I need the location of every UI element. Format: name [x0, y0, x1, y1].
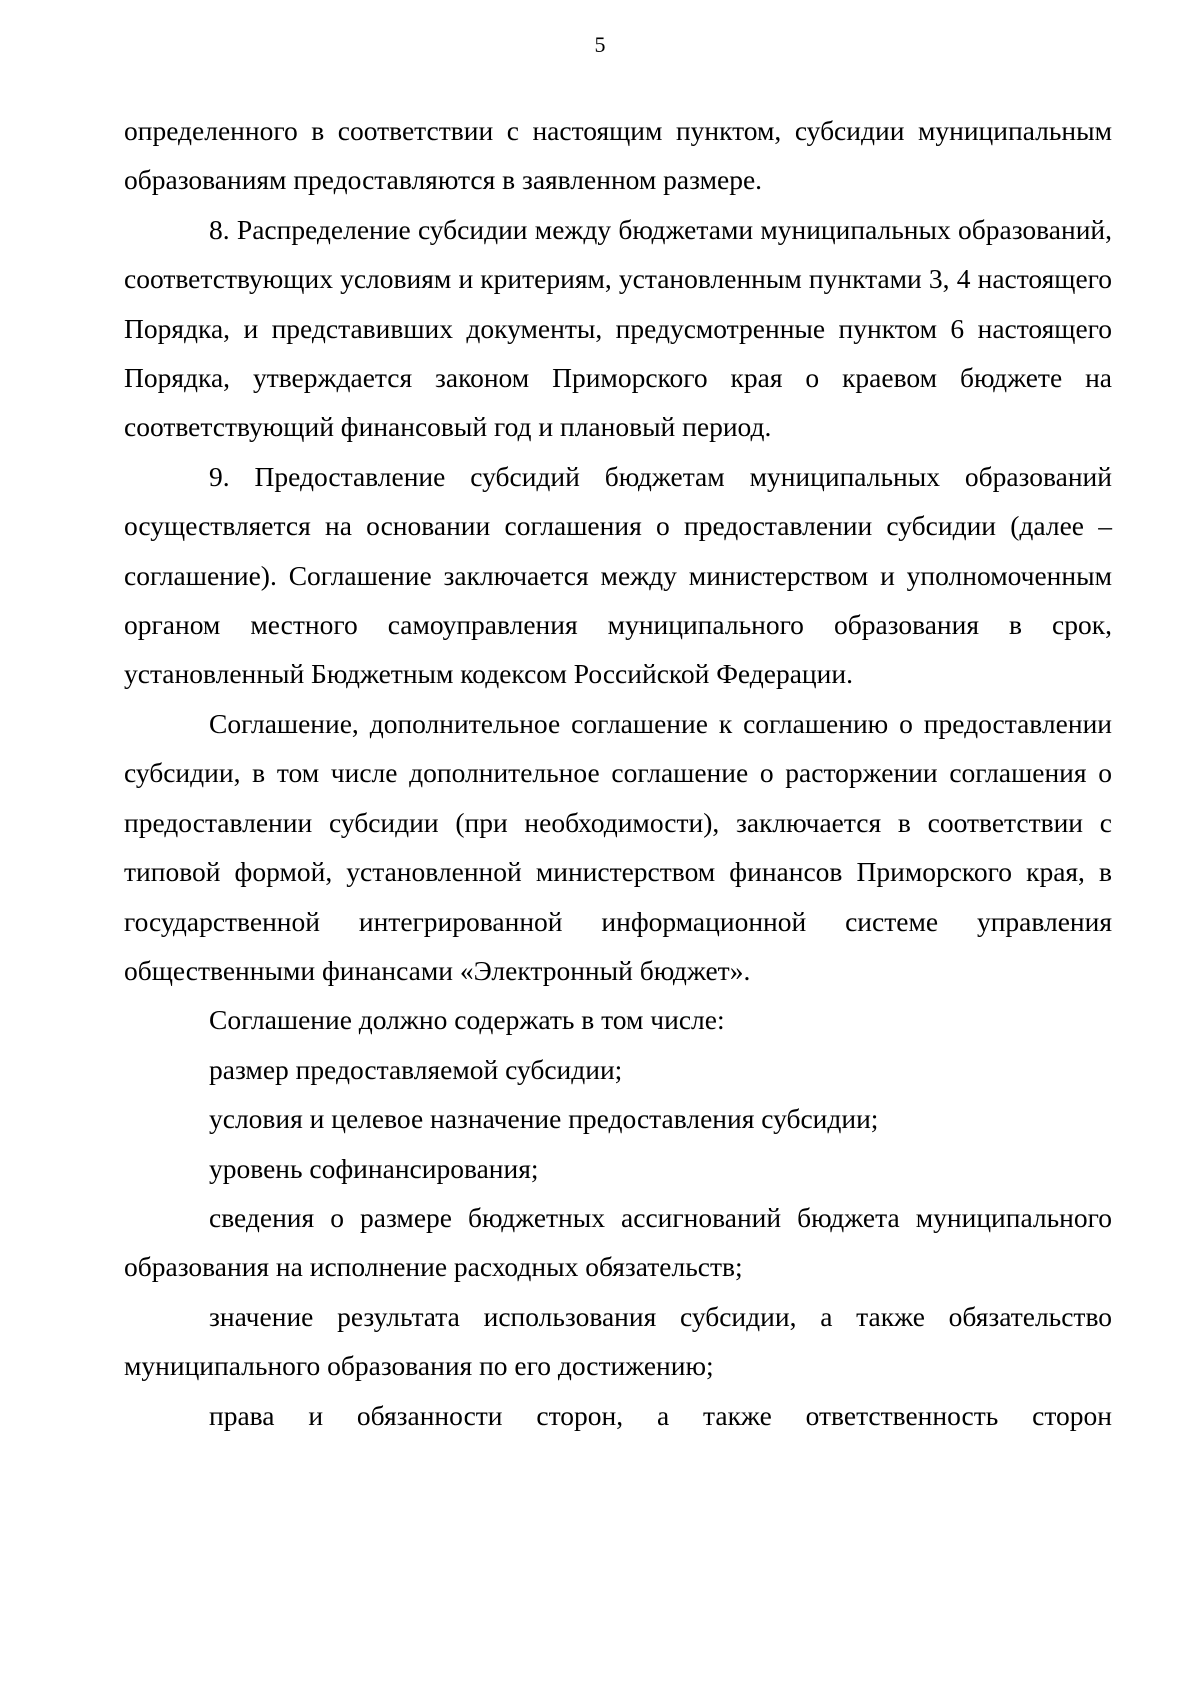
list-item-conditions: условия и целевое назначение предоставления субсидии;: [209, 1103, 879, 1135]
list-item-cofinancing-level: уровень софинансирования;: [209, 1152, 539, 1184]
paragraph-item-9: 9. Предоставление субсидий бюджетам муниципальных образований осуществляется на основании соглашения о предоставлении субсидии (далее – соглашение). Соглашение заключается между министерством и уполномоченным органом местного самоуправления муниципального образования в срок, установленный Бюджетным кодексом Российской Федерации.: [124, 460, 1112, 690]
paragraph-item-8: 8. Распределение субсидии между бюджетами муниципальных образований, соответствующих условиям и критериям, установленным пунктами 3, 4 настоящего Порядка, и представивших документы, предусмотренные пунктом 6 настоящего Порядка, утверждается законом Приморского края о краевом бюджете на соответствующий финансовый год и плановый период.: [124, 213, 1112, 443]
paragraph-agreement-form: Соглашение, дополнительное соглашение к соглашению о предоставлении субсидии, в том числе дополнительное соглашение о расторжении соглашения о предоставлении субсидии (при необходимости), заключается в соответствии с типовой формой, установленной министерством финансов Приморского края, в государственной интегрированной информационной системе управления общественными финансами «Электронный бюджет».: [124, 707, 1112, 986]
document-body: [124, 106, 1112, 1440]
paragraph-agreement-contents-intro: Соглашение должно содержать в том числе:: [209, 1004, 725, 1036]
list-item-result-value: значение результата использования субсидии, а также обязательство муниципального образования по его достижению;: [124, 1300, 1112, 1382]
list-item-budget-allocations: сведения о размере бюджетных ассигнований бюджета муниципального образования на исполнение расходных обязательств;: [124, 1201, 1112, 1283]
list-item-rights-obligations: права и обязанности сторон, а также ответственность сторон: [209, 1399, 1112, 1431]
list-item-subsidy-size: размер предоставляемой субсидии;: [209, 1053, 623, 1085]
paragraph-continuation: определенного в соответствии с настоящим пунктом, субсидии муниципальным образованиям предоставляются в заявленном размере.: [124, 115, 1112, 196]
page-number: 5: [594, 32, 606, 57]
